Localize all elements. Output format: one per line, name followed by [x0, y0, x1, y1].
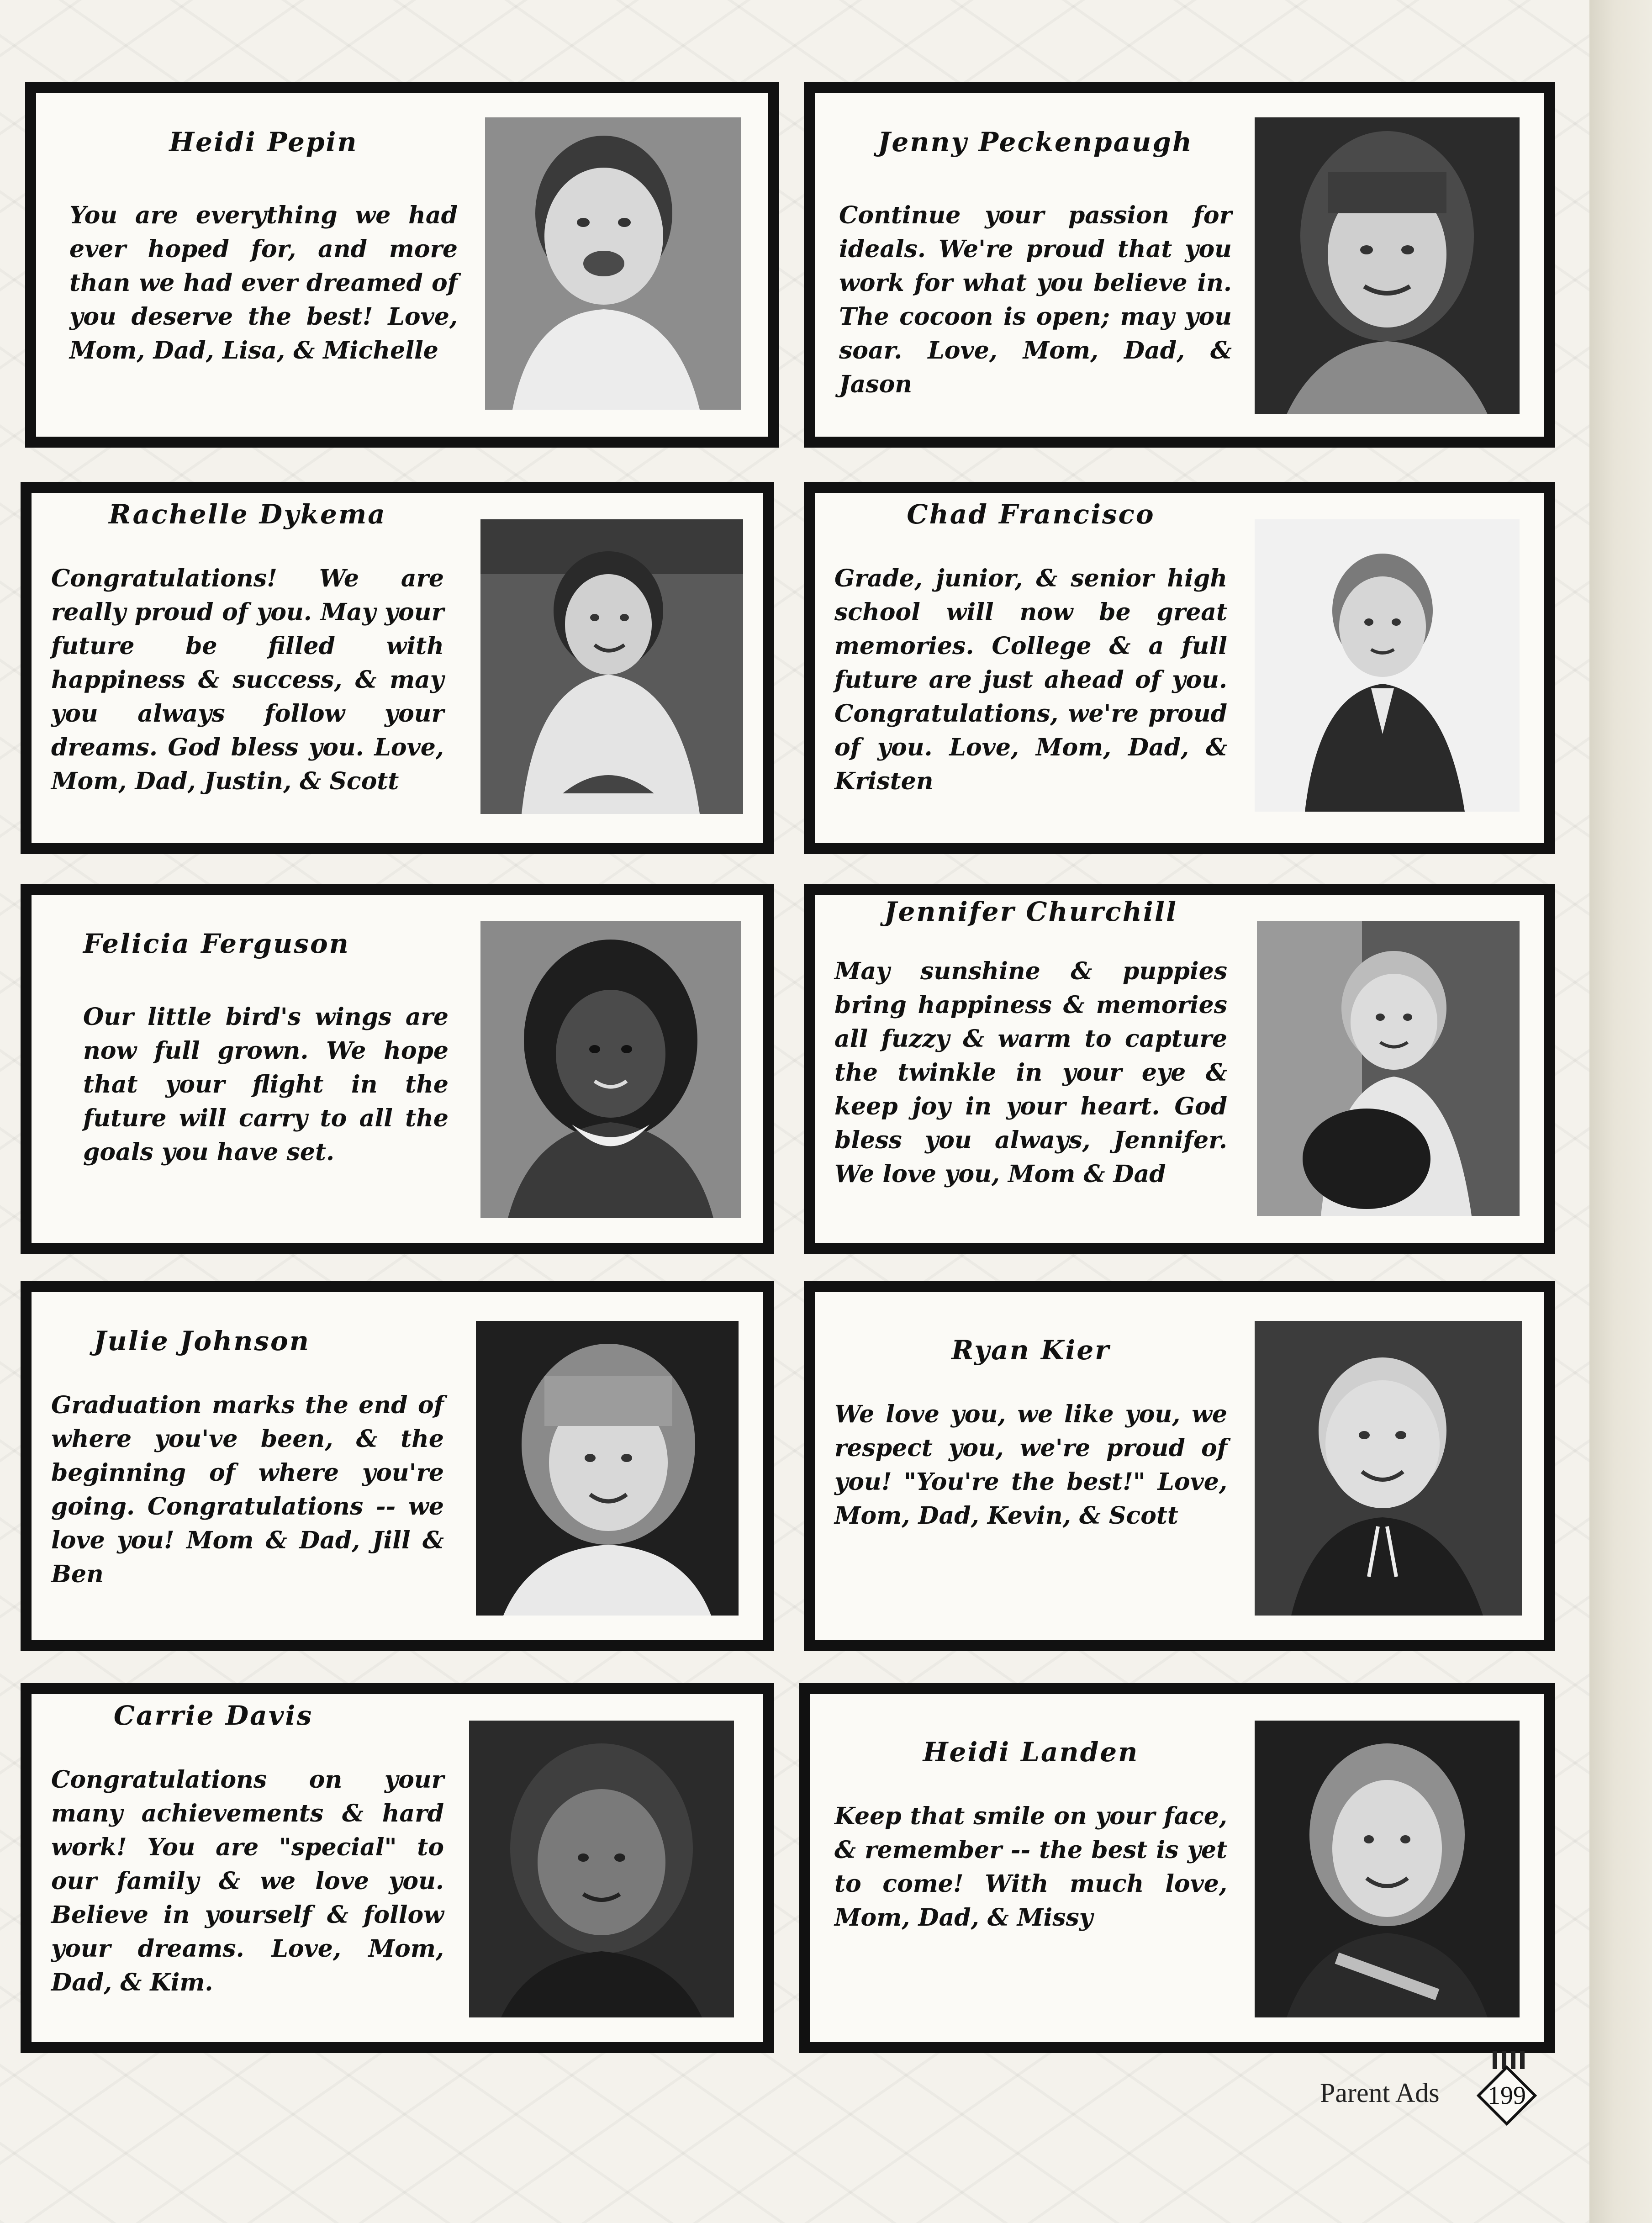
ad-text-block [834, 499, 1227, 798]
ad-text-block [51, 1700, 444, 2000]
ad-student-name: Carrie Davis [113, 1700, 313, 1731]
ad-text-block [839, 127, 1232, 401]
ad-message: Grade, junior, & senior high school will now be great memories. College & a full future are just ahead of you. Congratulations, we're proud of you. Love, Mom, Dad, & Kristen [834, 565, 1227, 795]
ad-student-name: Julie Johnson [94, 1325, 310, 1357]
parent-ad-heidi-landen [799, 1683, 1555, 2053]
parent-ad-ryan-kier [804, 1281, 1555, 1651]
ad-message: Congratulations! We are really proud of you. May your future be filled with happiness & success, & may you always follow your dreams. God bless you. Love, Mom, Dad, Justin, & Scott [51, 565, 444, 795]
ad-student-name: Felicia Ferguson [83, 928, 350, 959]
parent-ad-felicia-ferguson [21, 884, 774, 1254]
ad-text-block [51, 499, 444, 798]
parent-ad-chad-francisco [804, 482, 1555, 854]
ad-message: We love you, we like you, we respect you, we're proud of you! "You're the best!" Love, Mom, Dad, Kevin, & Scott [834, 1400, 1227, 1530]
ad-text-block [834, 896, 1227, 1191]
parent-ad-carrie-davis [21, 1683, 774, 2053]
ad-message: You are everything we had ever hoped for, and more than we had ever dreamed of you deserve the best! Love, Mom, Dad, Lisa, & Michelle [69, 201, 458, 364]
page-number-badge [1477, 2065, 1537, 2126]
section-label: Parent Ads [1320, 2078, 1440, 2108]
ad-message: Our little bird's wings are now full grown. We hope that your flight in the future will carry to all the goals you have set. [83, 1003, 449, 1166]
ad-text-block [834, 1335, 1227, 1533]
ad-message: Graduation marks the end of where you've been, & the beginning of where you're going. Congratulations -- we love you! Mom & Dad, Jill & Ben [51, 1391, 444, 1588]
parent-ad-jennifer-churchill [804, 884, 1555, 1254]
student-photo [1255, 1721, 1520, 2017]
ad-text-block [83, 928, 449, 1169]
student-photo [480, 921, 741, 1218]
parent-ad-rachelle-dykema [21, 482, 774, 854]
student-photo [1255, 117, 1520, 414]
ad-message: Keep that smile on your face, & remember -- the best is yet to come! With much love, Mom, Dad, & Missy [834, 1802, 1227, 1932]
student-photo [1255, 1321, 1522, 1616]
parent-ad-jenny-peckenpaugh [804, 82, 1555, 448]
ad-message: May sunshine & puppies bring happiness & memories all fuzzy & warm to capture the twinkle in your eye & keep joy in your heart. God bless you always, Jennifer. We love you, Mom & Dad [834, 957, 1227, 1188]
ad-text-block [51, 1325, 444, 1591]
student-photo [1255, 519, 1520, 812]
ad-student-name: Chad Francisco [907, 499, 1155, 530]
ad-text-block [834, 1737, 1227, 1935]
ad-student-name: Ryan Kier [951, 1335, 1110, 1366]
ad-student-name: Heidi Pepin [169, 127, 358, 158]
ad-student-name: Jenny Peckenpaugh [877, 127, 1193, 158]
page-number: 199 [1488, 2081, 1526, 2110]
student-photo [476, 1321, 739, 1616]
ad-student-name: Rachelle Dykema [109, 499, 386, 530]
ad-text-block [69, 127, 458, 368]
ad-student-name: Heidi Landen [923, 1737, 1139, 1768]
page-edge [1589, 0, 1652, 2223]
student-photo [1257, 921, 1520, 1216]
ad-student-name: Jennifer Churchill [884, 896, 1177, 927]
student-photo [469, 1721, 734, 2017]
ad-message: Continue your passion for ideals. We're proud that you work for what you believe in. The cocoon is open; may you soar. Love, Mom, Dad, & Jason [839, 201, 1232, 398]
student-photo [485, 117, 741, 410]
parent-ad-heidi-pepin [25, 82, 779, 448]
ad-message: Congratulations on your many achievements & hard work! You are "special" to our family & we love you. Believe in yourself & follow your dreams. Love, Mom, Dad, & Kim. [51, 1766, 444, 1996]
parent-ad-julie-johnson [21, 1281, 774, 1651]
student-photo [480, 519, 743, 814]
